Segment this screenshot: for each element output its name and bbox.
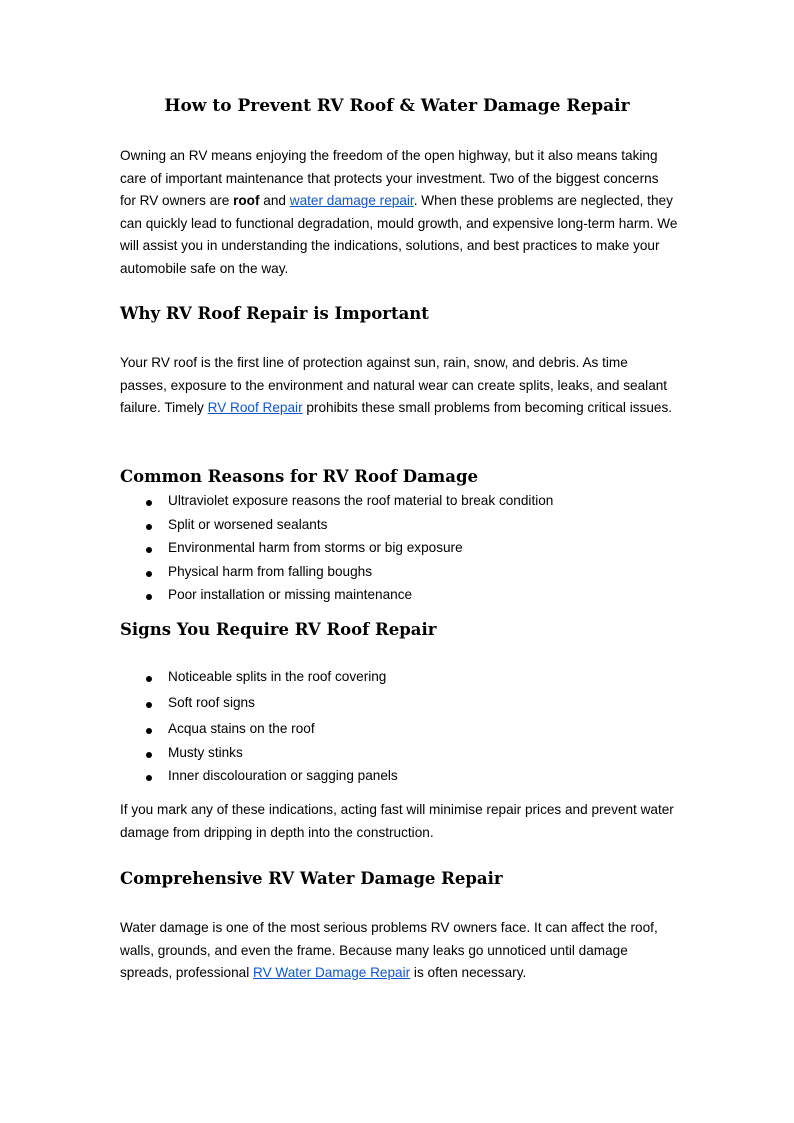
signs-followup-paragraph: If you mark any of these indications, acting fast will minimise repair prices and prevent water damage from dripping in depth into the construction. bbox=[120, 802, 674, 840]
list-item: Physical harm from falling boughs bbox=[120, 564, 678, 588]
why-paragraph bbox=[120, 352, 678, 420]
list-item: Ultraviolet exposure reasons the roof material to break condition bbox=[120, 493, 678, 517]
text: and bbox=[259, 193, 290, 208]
list-item: Noticeable splits in the roof covering bbox=[120, 669, 678, 695]
intro-paragraph bbox=[120, 145, 678, 280]
heading-why: Why RV Roof Repair is Important bbox=[120, 304, 429, 323]
list-item: Acqua stains on the roof bbox=[120, 721, 678, 745]
text: prohibits these small problems from becoming critical issues. bbox=[302, 400, 673, 415]
text: . When these problems are neglected, they can quickly lead to functional degradation, mould growth, and expensive long-term harm. We will assist you in understanding the indications, solutions, and best practices to make your automobile safe on the way. bbox=[120, 193, 678, 276]
text: Owning an RV means enjoying the freedom of the open highway, but it also means taking care of important maintenance that protects your investment. Two of the biggest concerns for RV owners are bbox=[120, 148, 659, 208]
common-list bbox=[120, 493, 678, 611]
heading-water: Comprehensive RV Water Damage Repair bbox=[120, 869, 503, 888]
water-damage-repair-link[interactable]: water damage repair bbox=[289, 193, 414, 208]
list-item: Poor installation or missing maintenance bbox=[120, 587, 678, 611]
bold-text: roof bbox=[233, 193, 260, 208]
rv-water-damage-repair-link[interactable]: RV Water Damage Repair bbox=[253, 965, 411, 980]
text: Water damage is one of the most serious problems RV owners face. It can affect the roof, walls, grounds, and even the frame. Because many leaks go unnoticed until damage spreads, professional bbox=[120, 920, 658, 980]
water-paragraph bbox=[120, 917, 678, 985]
text: Your RV roof is the first line of protection against sun, rain, snow, and debris. As time passes, exposure to the environment and natural wear can create splits, leaks, and sealant failure. Timely bbox=[120, 355, 668, 415]
signs-list bbox=[120, 669, 678, 791]
list-item: Musty stinks bbox=[120, 745, 678, 768]
heading-common: Common Reasons for RV Roof Damage bbox=[120, 467, 478, 486]
rv-roof-repair-link[interactable]: RV Roof Repair bbox=[207, 400, 303, 415]
text: is often necessary. bbox=[410, 965, 527, 980]
list-item: Soft roof signs bbox=[120, 695, 678, 721]
list-item: Environmental harm from storms or big exposure bbox=[120, 540, 678, 564]
heading-signs: Signs You Require RV Roof Repair bbox=[120, 620, 437, 639]
list-item: Split or worsened sealants bbox=[120, 517, 678, 541]
list-item: Inner discolouration or sagging panels bbox=[120, 768, 678, 791]
document-title: How to Prevent RV Roof & Water Damage Repair bbox=[164, 96, 630, 116]
